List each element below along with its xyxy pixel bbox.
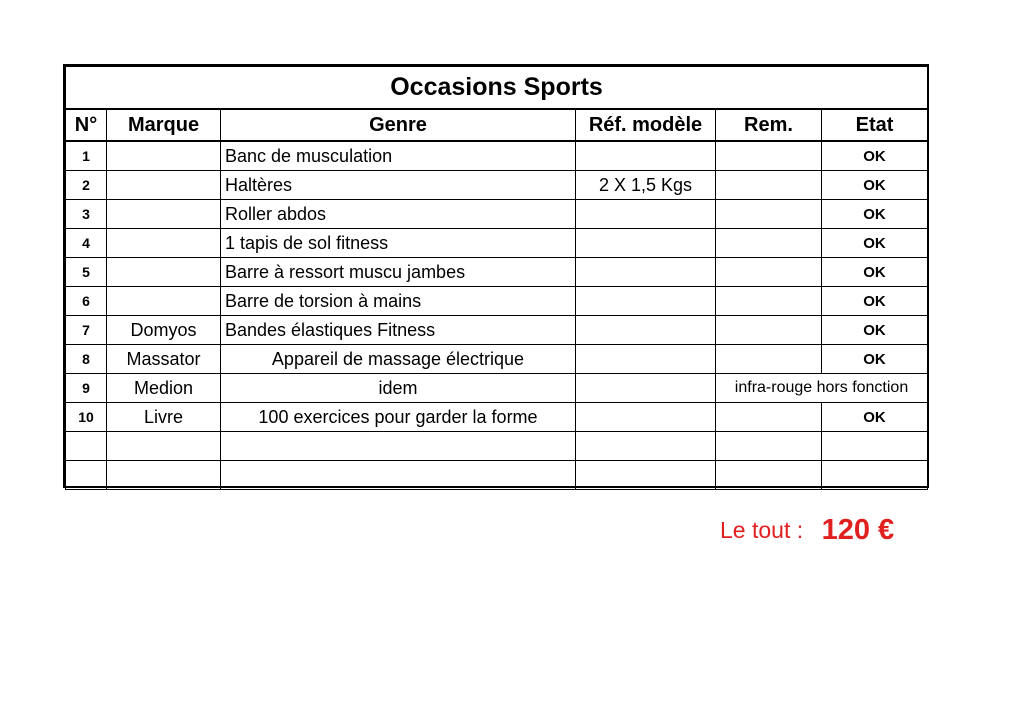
cell-num: 9 <box>66 374 107 403</box>
cell-etat: OK <box>822 345 928 374</box>
cell-marque <box>107 229 221 258</box>
column-header-rem: Rem. <box>716 109 822 141</box>
cell-ref <box>576 345 716 374</box>
cell-num: 5 <box>66 258 107 287</box>
sports-items-table <box>65 66 928 490</box>
table-row <box>66 258 928 287</box>
column-header-num: N° <box>66 109 107 141</box>
cell-marque <box>107 141 221 171</box>
cell-rem <box>716 258 822 287</box>
cell-empty <box>822 461 928 490</box>
cell-empty <box>221 432 576 461</box>
cell-rem <box>716 403 822 432</box>
cell-genre: idem <box>221 374 576 403</box>
cell-genre: Barre à ressort muscu jambes <box>221 258 576 287</box>
table-row <box>66 171 928 200</box>
cell-ref <box>576 141 716 171</box>
column-header-genre: Genre <box>221 109 576 141</box>
cell-num: 3 <box>66 200 107 229</box>
cell-etat: OK <box>822 316 928 345</box>
column-header-ref: Réf. modèle <box>576 109 716 141</box>
cell-num: 8 <box>66 345 107 374</box>
table-row <box>66 316 928 345</box>
cell-empty <box>576 432 716 461</box>
cell-etat: OK <box>822 403 928 432</box>
cell-empty <box>716 432 822 461</box>
cell-ref <box>576 316 716 345</box>
cell-etat: OK <box>822 171 928 200</box>
cell-genre: Appareil de massage électrique <box>221 345 576 374</box>
cell-ref <box>576 287 716 316</box>
cell-empty <box>716 461 822 490</box>
cell-genre: Roller abdos <box>221 200 576 229</box>
table-row <box>66 345 928 374</box>
cell-marque <box>107 200 221 229</box>
table-title-row <box>66 67 928 110</box>
cell-num: 7 <box>66 316 107 345</box>
cell-rem <box>716 229 822 258</box>
cell-num: 6 <box>66 287 107 316</box>
cell-rem <box>716 200 822 229</box>
cell-empty <box>66 432 107 461</box>
cell-ref <box>576 258 716 287</box>
total-value: 120 € <box>821 514 895 546</box>
cell-num: 2 <box>66 171 107 200</box>
cell-empty <box>576 461 716 490</box>
cell-rem <box>716 141 822 171</box>
cell-marque <box>107 258 221 287</box>
cell-empty <box>107 461 221 490</box>
cell-rem-wide: infra-rouge hors fonction <box>716 374 928 403</box>
cell-marque <box>107 287 221 316</box>
cell-ref <box>576 200 716 229</box>
cell-ref <box>576 229 716 258</box>
cell-empty <box>107 432 221 461</box>
table-row <box>66 403 928 432</box>
sports-items-table-frame <box>63 64 929 488</box>
cell-genre: Barre de torsion à mains <box>221 287 576 316</box>
total-price <box>720 514 894 547</box>
cell-ref <box>576 403 716 432</box>
table-row <box>66 141 928 171</box>
cell-num: 10 <box>66 403 107 432</box>
table-title: Occasions Sports <box>66 67 928 110</box>
cell-etat: OK <box>822 258 928 287</box>
cell-marque: Livre <box>107 403 221 432</box>
cell-empty <box>822 432 928 461</box>
cell-etat: OK <box>822 200 928 229</box>
table-header-row <box>66 109 928 141</box>
cell-empty <box>66 461 107 490</box>
cell-marque: Massator <box>107 345 221 374</box>
cell-etat: OK <box>822 229 928 258</box>
cell-rem <box>716 316 822 345</box>
cell-ref <box>576 374 716 403</box>
cell-num: 4 <box>66 229 107 258</box>
table-row <box>66 374 928 403</box>
cell-etat: OK <box>822 287 928 316</box>
cell-genre: 100 exercices pour garder la forme <box>221 403 576 432</box>
table-row-empty <box>66 432 928 461</box>
cell-genre: Haltères <box>221 171 576 200</box>
cell-ref: 2 X 1,5 Kgs <box>576 171 716 200</box>
cell-rem <box>716 345 822 374</box>
table-row <box>66 287 928 316</box>
cell-marque <box>107 171 221 200</box>
cell-etat: OK <box>822 141 928 171</box>
table-row-empty <box>66 461 928 490</box>
cell-rem <box>716 171 822 200</box>
column-header-etat: Etat <box>822 109 928 141</box>
table-row <box>66 200 928 229</box>
cell-genre: Banc de musculation <box>221 141 576 171</box>
cell-rem <box>716 287 822 316</box>
cell-marque: Medion <box>107 374 221 403</box>
cell-empty <box>221 461 576 490</box>
cell-marque: Domyos <box>107 316 221 345</box>
cell-genre: 1 tapis de sol fitness <box>221 229 576 258</box>
table-row <box>66 229 928 258</box>
column-header-marque: Marque <box>107 109 221 141</box>
cell-genre: Bandes élastiques Fitness <box>221 316 576 345</box>
cell-num: 1 <box>66 141 107 171</box>
total-label: Le tout : <box>720 517 804 543</box>
